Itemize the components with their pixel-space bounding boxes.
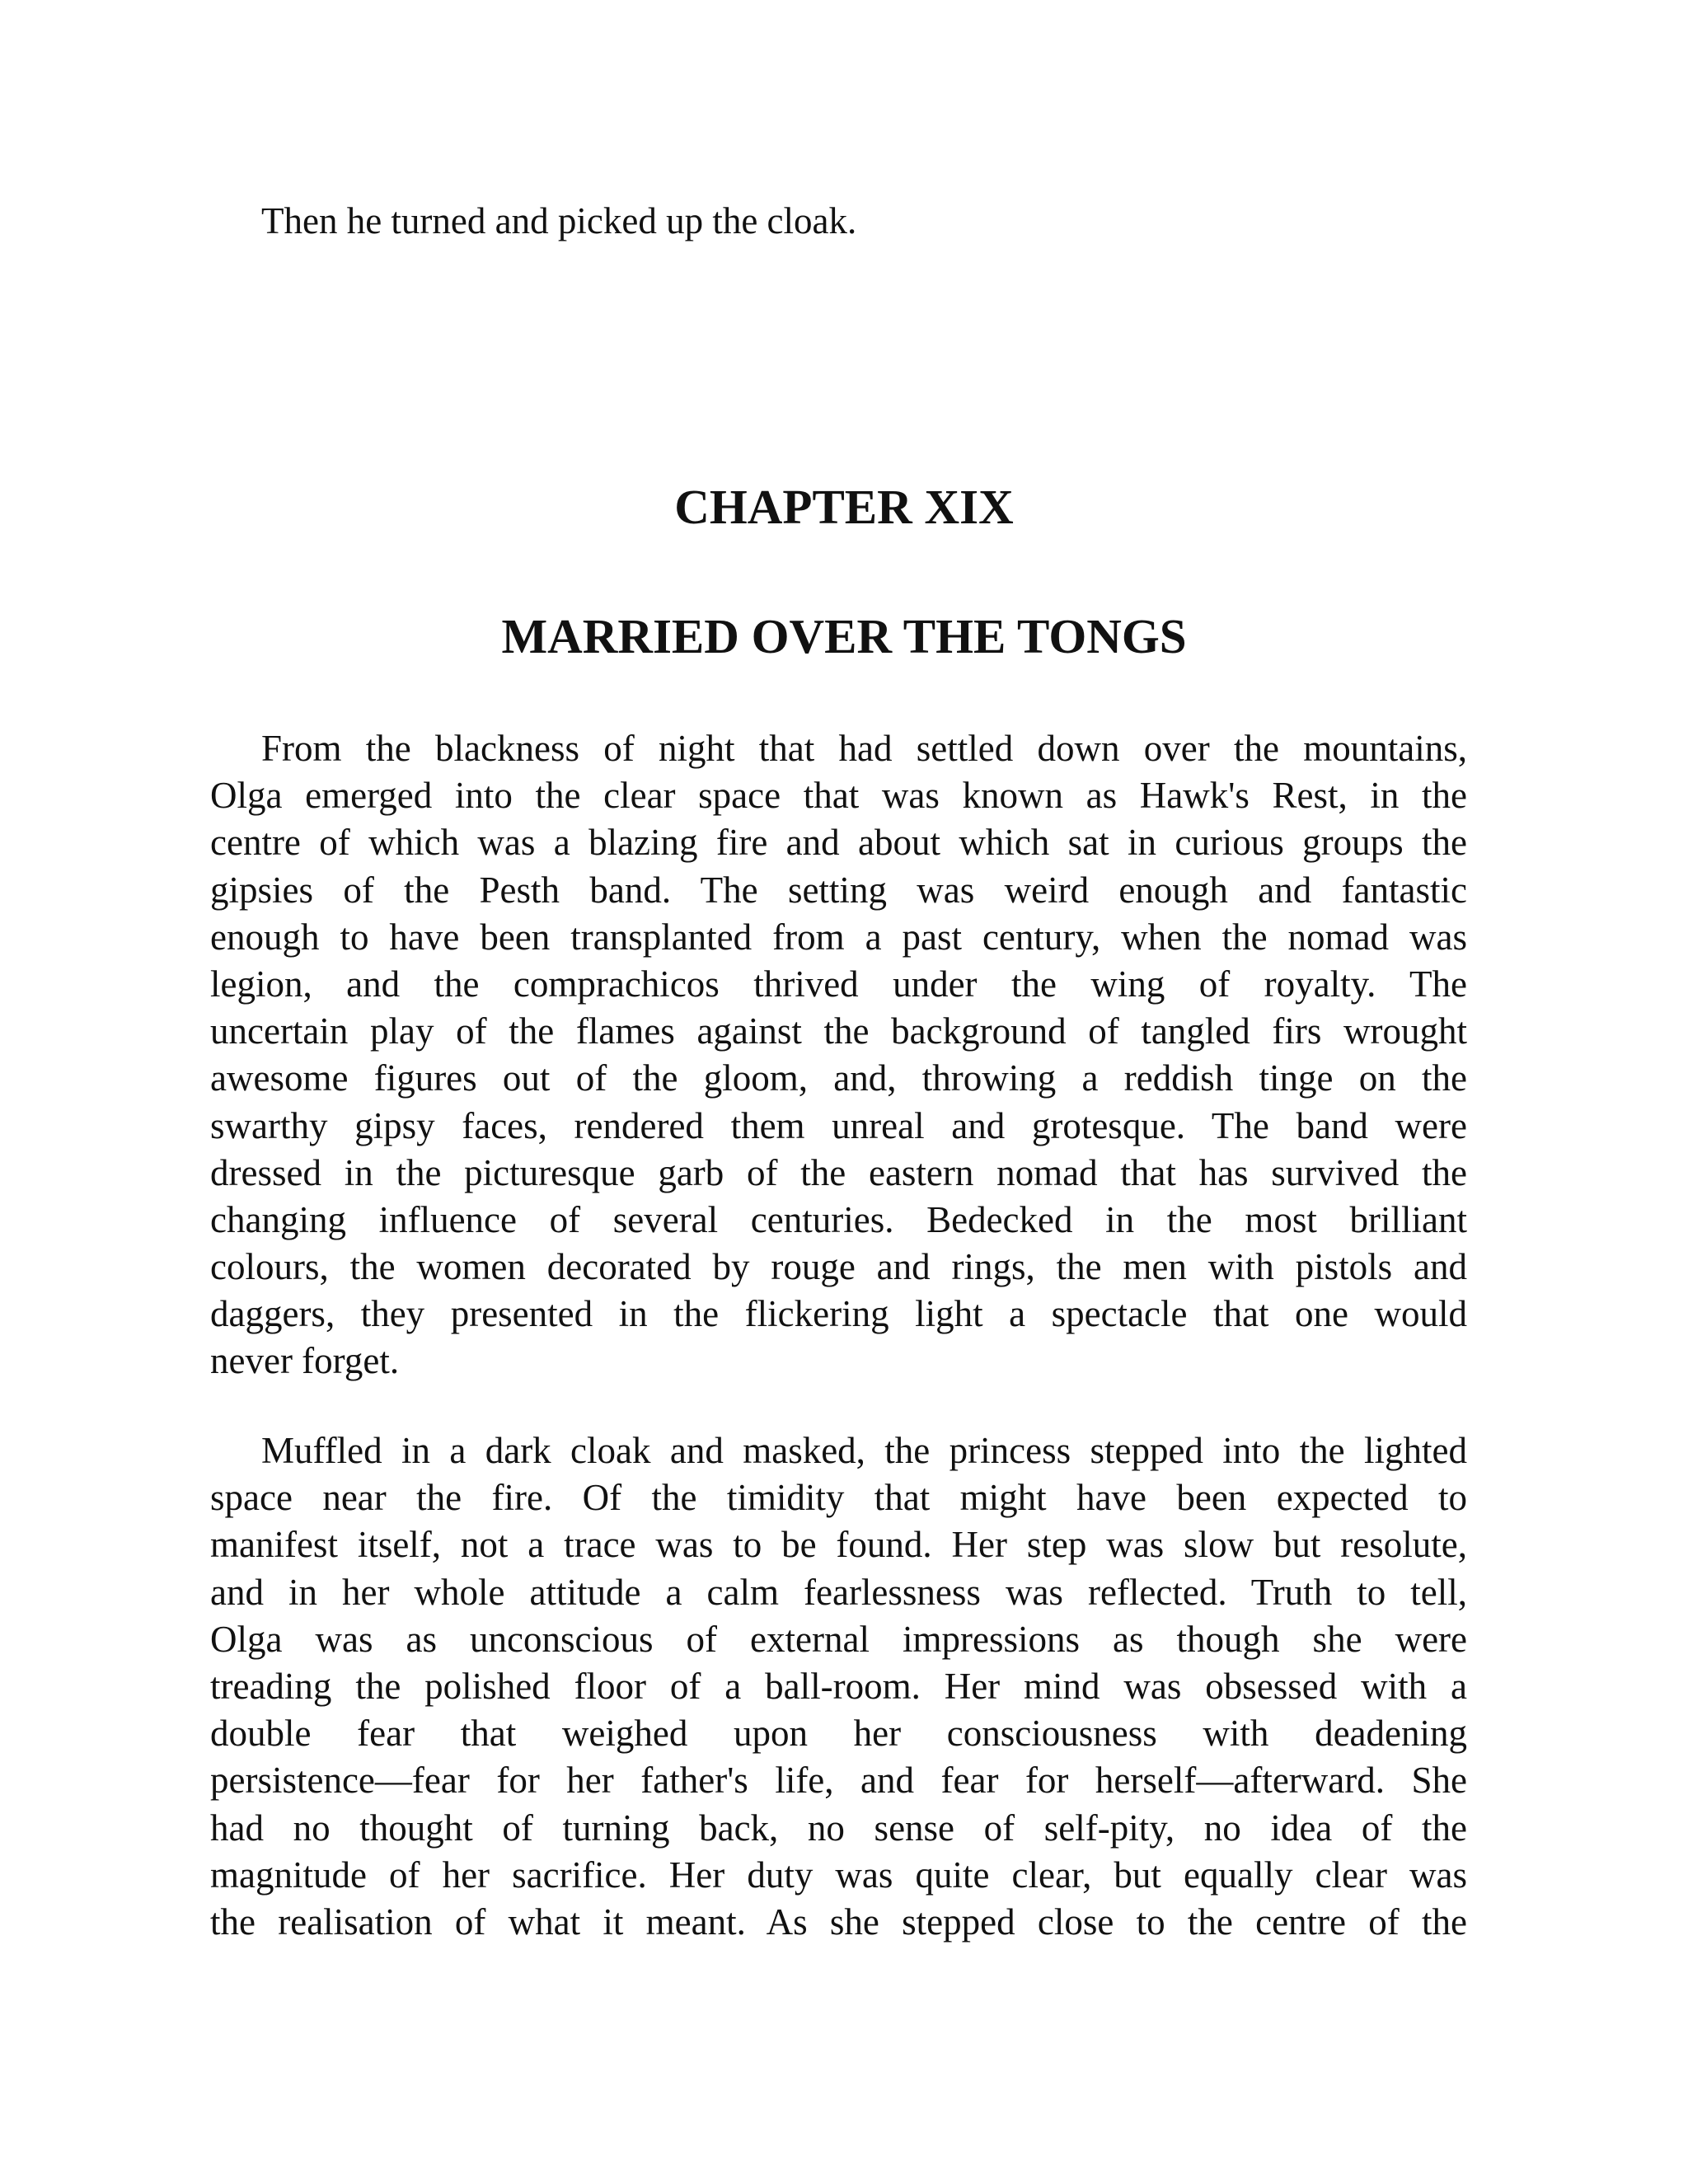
text-line: legion, and the comprachicos thrived under the wing of royalty. The <box>210 963 1467 1005</box>
chapter-number: CHAPTER XIX <box>674 480 1014 534</box>
text-line: Olga emerged into the clear space that was known as Hawk's Rest, in the <box>210 775 1467 817</box>
text-line: awesome figures out of the gloom, and, throwing a reddish tinge on the <box>210 1057 1467 1099</box>
text-line: uncertain play of the flames against the background of tangled firs wrought <box>210 1010 1467 1052</box>
text-line: never forget. <box>210 1340 400 1382</box>
text-line: changing influence of several centuries. Bedecked in the most brilliant <box>210 1198 1467 1240</box>
text-line: gipsies of the Pesth band. The setting was weird enough and fantastic <box>210 869 1467 911</box>
text-line: dressed in the picturesque garb of the eastern nomad that has survived the <box>210 1151 1467 1193</box>
paragraph <box>210 1427 1467 1946</box>
text-line: space near the fire. Of the timidity that might have been expected to <box>210 1477 1467 1519</box>
text-line: treading the polished floor of a ball-room. Her mind was obsessed with a <box>210 1665 1467 1707</box>
text-line: and in her whole attitude a calm fearlessness was reflected. Truth to tell, <box>210 1571 1467 1613</box>
chapter-title: MARRIED OVER THE TONGS <box>501 609 1187 663</box>
text-line: Olga was as unconscious of external impressions as though she were <box>210 1618 1467 1660</box>
text-line: centre of which was a blazing fire and about which sat in curious groups the <box>210 822 1467 864</box>
text-line: colours, the women decorated by rouge and rings, the men with pistols and <box>210 1246 1467 1288</box>
text-line: persistence—fear for her father's life, and fear for herself—afterward. She <box>210 1760 1467 1802</box>
text-line: double fear that weighed upon her consciousness with deadening <box>210 1713 1467 1755</box>
text-line: manifest itself, not a trace was to be found. Her step was slow but resolute, <box>210 1524 1467 1566</box>
opening-line: Then he turned and picked up the cloak. <box>261 200 857 241</box>
text-line: magnitude of her sacrifice. Her duty was quite clear, but equally clear was <box>210 1854 1467 1896</box>
text-line: From the blackness of night that had settled down over the mountains, <box>261 728 1467 769</box>
paragraph <box>210 725 1467 1385</box>
text-line: swarthy gipsy faces, rendered them unreal and grotesque. The band were <box>210 1104 1467 1146</box>
text-line: Muffled in a dark cloak and masked, the princess stepped into the lighted <box>261 1430 1467 1471</box>
text-line: enough to have been transplanted from a past century, when the nomad was <box>210 916 1467 958</box>
text-line: the realisation of what it meant. As she stepped close to the centre of the <box>210 1900 1467 1943</box>
text-line: daggers, they presented in the flickering light a spectacle that one would <box>210 1293 1467 1335</box>
text-line: had no thought of turning back, no sense of self-pity, no idea of the <box>210 1807 1467 1849</box>
